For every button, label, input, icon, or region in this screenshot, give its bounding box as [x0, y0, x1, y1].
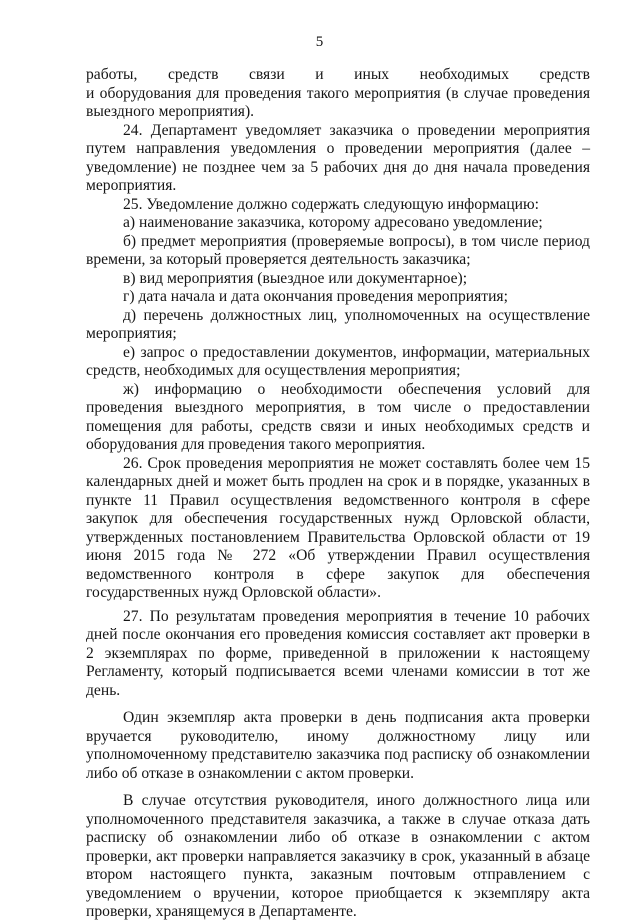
paragraph-27: 27. По результатам проведения мероприятия в течение 10 рабочих дней после окончания его проведения комиссия составляет акт проверки в 2 экземплярах по форме, приведенной в приложении к настоящему Регламенту, который подписывается всеми членами комиссии в тот же день.	[86, 607, 590, 699]
paragraph-act-copy: Один экземпляр акта проверки в день подписания акта проверки вручается руководителю, иному должностному лицу или уполномоченному представителю заказчика под расписку об ознакомлении либо об отказе в ознакомлении с актом проверки.	[86, 709, 590, 782]
paragraph-continuation-line: работы, средств связи и иных необходимых средств	[86, 66, 590, 83]
list-item-d: д) перечень должностных лиц, уполномоченных на осуществление мероприятия;	[86, 306, 590, 342]
paragraph-continuation: и оборудования для проведения такого мероприятия (в случае проведения выездного мероприятия).	[86, 84, 590, 120]
page-number: 5	[315, 34, 324, 50]
list-item-zh: ж) информацию о необходимости обеспечения условий для проведения выездного мероприятия, в том числе о предоставлении помещения для работы, средств связи и иных необходимых средств и оборудования для проведения такого мероприятия.	[86, 380, 590, 453]
paragraph-26: 26. Срок проведения мероприятия не может составлять более чем 15 календарных дней и может быть продлен на срок и в порядке, указанных в пункте 11 Правил осуществления ведомственного контроля в сфере закупок для обеспечения государственных нужд Орловской области, утвержденных постановлением Правительства Орловской области от 19 июня 2015 года № 272 «Об утверждении Правил осуществления ведомственного контроля в сфере закупок для обеспечения государственных нужд Орловской области».	[86, 454, 590, 601]
paragraph-24: 24. Департамент уведомляет заказчика о проведении мероприятия путем направления уведомления о проведении мероприятия (далее – уведомление) не позднее чем за 5 рабочих дня до дня начала проведения мероприятия.	[86, 121, 590, 194]
list-item-b: б) предмет мероприятия (проверяемые вопросы), в том числе период времени, за который проверяется деятельность заказчика;	[86, 232, 590, 268]
list-item-g: г) дата начала и дата окончания проведения мероприятия;	[123, 288, 508, 305]
document-body	[86, 66, 590, 922]
paragraph-absence-case: В случае отсутствия руководителя, иного должностного лица или уполномоченного представителя заказчика, а также в случае отказа дать расписку об ознакомлении либо об отказе в ознакомлении с актом проверки, акт проверки направляется заказчику в срок, указанный в абзаце втором настоящего пункта, заказным почтовым отправлением с уведомлением о вручении, которое приобщается к экземпляру акта проверки, хранящемуся в Департаменте.	[86, 792, 590, 920]
list-item-a: а) наименование заказчика, которому адресовано уведомление;	[123, 214, 543, 231]
list-item-e: е) запрос о предоставлении документов, информации, материальных средств, необходимых для осуществления мероприятия;	[86, 343, 590, 379]
list-item-v: в) вид мероприятия (выездное или документарное);	[123, 269, 468, 287]
paragraph-25: 25. Уведомление должно содержать следующую информацию:	[123, 195, 539, 213]
